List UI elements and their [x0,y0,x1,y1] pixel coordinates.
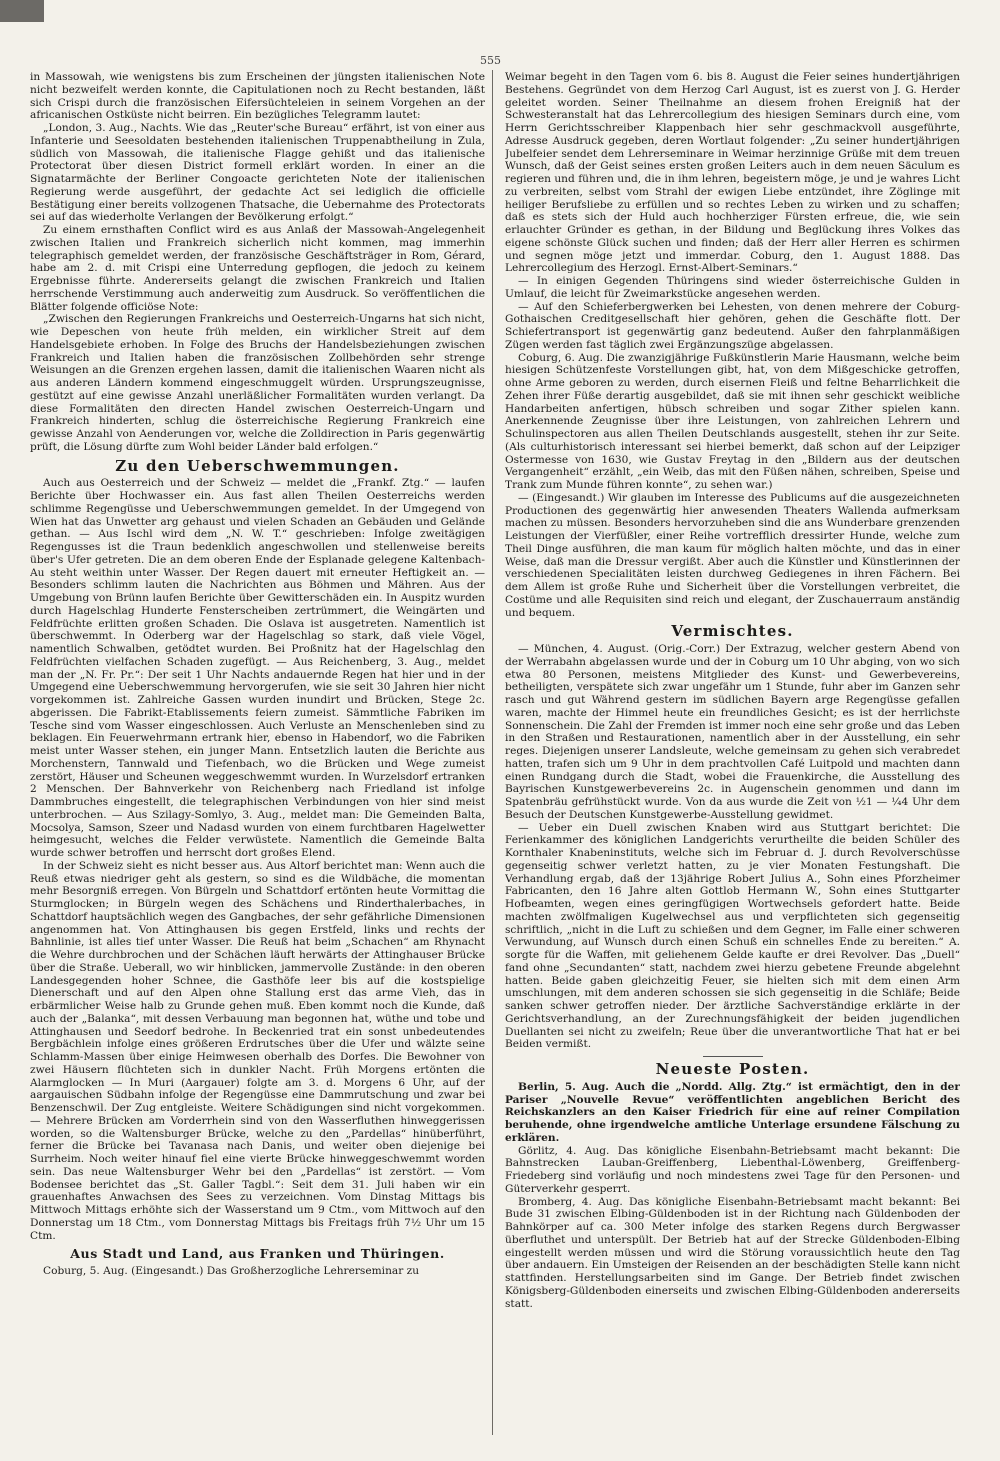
paragraph-weimar: Weimar begeht in den Tagen vom 6. bis 8. August die Feier seines hundertjährigen Bestehens. Gegründet von dem Herzog Carl August, ist es zuerst von J. G. Herder geleitet worden. Seiner Theilnahme an diesem frohen Ereigniß hat der Schwesteranstalt hat das Lehrercollegium des hiesigen Seminars durch eine, vom Herrn Gerichtsschreiber Klappenbach hier sehr geschmackvoll ausgeführte, Adresse Ausdruck gegeben, deren Wortlaut folgender: „Zu seiner hundertjährigen Jubelfeier sendet dem Lehrerseminare in Weimar herzinnige Grüße mit dem treuen Wunsch, daß der Geist seines ersten großen Leiters auch in dem neuen Säculum es regieren und führen und, die in ihm lehren, begeistern möge, je und je wahres Licht zu verbreiten, selbst vom Strahl der ewigen Liebe entzündet, ihre Zöglinge mit heiliger Berufsliebe zu erfüllen und so rechtes Leben zu wirken und zu schaffen; daß es stets sich der Huld auch hochherziger Fürsten erfreue, die, wie sein erlauchter Gründer es gethan, in der Bildung und Beglückung ihres Volkes das eigene schönste Glück suchen und finden; daß der Herr aller Herren es schirmen und segnen möge jetzt und immerdar. Coburg, den 1. August 1888. Das Lehrercollegium des Herzogl. Ernst-Albert-Seminars.“ [505,71,960,275]
heading-latest-news: Neueste Posten. [655,1060,810,1078]
paragraph-massowah: in Massowah, wie wenigstens bis zum Erscheinen der jüngsten italienischen Note nicht bezweifelt werden konnte, die Capitulationen noch zu Recht bestanden, läßt sich Crispi durch die französischen Eifersüchteleien in seinem Vorgehen an der africanischen Ostküste nicht beirren. Ein bezügliches Telegramm lautet: [30,71,485,122]
scan-corner-mark [0,0,44,22]
paragraph-floods-austria: Auch aus Oesterreich und der Schweiz — meldet die „Frankf. Ztg.“ — laufen Berichte über Hochwasser ein. Aus fast allen Theilen Oesterreichs werden schlimme Regengüsse und Ueberschwemmungen gemeldet. In der Umgegend von Wien hat das Unwetter arg gehaust und vielen Schaden an Gebäuden und Gelände gethan. — Aus Ischl wird dem „N. W. T.“ geschrieben: Infolge zweitägigen Regengusses ist die Traun bedenklich angeschwollen und stellenweise bereits über's Ufer getreten. Die an dem oberen Ende der Esplanade gelegene Kaltenbach-Au steht weithin unter Wasser. Der Regen dauert mit erneuter Heftigkeit an. — Besonders schlimm lauten die Nachrichten aus Böhmen und Mähren. Aus der Umgebung von Brünn laufen Berichte über Gewitterschäden ein. In Auspitz wurden durch Hagelschlag Hunderte Fensterscheiben zertrümmert, die Weingärten und Feldfrüchte erlitten großen Schaden. Die Oslava ist ausgetreten. Namentlich ist überschwemmt. In Oderberg war der Hagelschlag so stark, daß viele Vögel, namentlich Schwalben, getödtet wurden. Bei Proßnitz hat der Hagelschlag den Feldfrüchten vielfachen Schaden zugefügt. — Aus Reichenberg, 3. Aug., meldet man der „N. Fr. Pr.“: Der seit 1 Uhr Nachts andauernde Regen hat hier und in der Umgegend eine Ueberschwemmung hervorgerufen, wie sie seit 30 Jahren hier nicht vorgekommen ist. Zahlreiche Gassen wurden inundirt und Brücken, Stege 2c. abgerissen. Die Fabrikt-Etablissements feiern zumeist. Sämmtliche Fabriken im Tesche sind vom Wasser eingeschlossen. Auch Verluste an Menschenleben sind zu beklagen. Ein Feuerwehrmann ertrank hier, ebenso in Habendorf, wo die Fabriken meist unter Wasser stehen, ein junger Mann. Entsetzlich lauten die Berichte aus Morchenstern, Tannwald und Tiefenbach, wo die Brücken und Wege zumeist zerstört, Häuser und Scheunen weggeschwemmt wurden. In Wurzelsdorf ertranken 2 Menschen. Der Bahnverkehr von Reichenberg nach Friedland ist infolge Dammbruches eingestellt, die telegraphischen Verbindungen von hier sind meist unterbrochen. — Aus Szilagy-Somlyo, 3. Aug., meldet man: Die Gemeinden Balta, Mocsolya, Samson, Szeer und Nadasd wurden von einem furchtbaren Hagelwetter heimgesucht, welches die Felder verwüstete. Namentlich die Gemeinde Balta wurde schwer betroffen und herrscht dort großes Elend. [30,477,485,859]
paragraph-floods-switzerland: In der Schweiz sieht es nicht besser aus. Aus Altorf berichtet man: Wenn auch die Reuß etwas niedriger geht als gestern, so sind es die Wildbäche, die momentan mehr Besorgniß erregen. Von Bürgeln und Schattdorf ertönten heute Vormittag die Sturmglocken; in Bürgeln wegen des Schächens und Rinderthalerbaches, in Schattdorf hauptsächlich wegen des Gangbaches, der sehr gefährliche Dimensionen angenommen hat. Von Attinghausen bis gegen Erstfeld, links und rechts der Bahnlinie, ist alles tief unter Wasser. Die Reuß hat beim „Schachen“ am Rhynacht die Wehre durchbrochen und der Schächen läuft herwärts der Attinghauser Brücke über die Straße. Ueberall, wo wir hinblicken, jammervolle Zustände: in den oberen Landesgegenden hoher Schnee, die Gasthöfe leer bis auf die kostspielige Dienerschaft und auf den Alpen ohne Stallung erst das arme Vieh, das in erbärmlicher Weise halb zu Grunde gehen muß. Eben kommt noch die Kunde, daß auch der „Balanka“, mit dessen Verbauung man begonnen hat, wüthe und tobe und Attinghausen und Seedorf bedrohe. In Beckenried trat ein sonst unbedeutendes Bergbächlein infolge eines größeren Erdrutsches über die Ufer und wälzte seine Schlamm-Massen über einige Heimwesen oberhalb des Dorfes. Die Bewohner von zwei Häusern flüchteten sich in dunkler Nacht. Früh Morgens ertönten die Alarmglocken — In Muri (Aargauer) folgte am 3. d. Morgens 6 Uhr, auf der aargauischen Südbahn infolge der Regengüsse eine Dammrutschung und zwar bei Benzenschwil. Der Zug entgleiste. Weitere Schädigungen sind nicht vorgekommen. — Mehrere Brücken am Vorderrhein sind von den Wasserfluthen hinweggerissen worden, so die Waltensburger Brücke, welche zu den „Pardellas“ hinüberführt, ferner die Brücke bei Tavanasa nach Danis, und weiter oben diejenige bei Surrheim. Noch weiter hinauf fiel eine vierte Brücke hinweggeschwemmt worden sein. Das neue Waltensburger Wehr bei den „Pardellas“ ist zerstört. — Vom Bodensee berichtet das „St. Galler Tagbl.“: Seit dem 31. Juli haben wir ein grauenhaftes Anwachsen des Sees zu verzeichnen. Vom Dinstag Mittags bis Mittwoch Mittags erhöhte sich der Wasserstand um 9 Ctm., vom Mittwoch auf den Donnerstag um 18 Ctm., vom Donnerstag Mittags bis Freitags früh 7½ Uhr um 15 Ctm. [30,859,485,1242]
paragraph-conflict: Zu einem ernsthaften Conflict wird es aus Anlaß der Massowah-Angelegenheit zwischen Italien und Frankreich sicherlich nicht kommen, mag immerhin telegraphisch gemeldet werden, der französische Geschäftsträger in Rom, Gérard, habe am 2. d. mit Crispi eine Unterredung gepflogen, die jedoch zu keinem Ergebnisse führte. Andererseits gelangt die zwischen Frankreich und Italien herrschende Verstimmung auch anderweitig zum Ausdruck. So veröffentlichen die Blätter folgende officiöse Note: [30,224,485,313]
page-number: 555 [480,54,501,67]
paragraph-gulden: — In einigen Gegenden Thüringens sind wieder österreichische Gulden in Umlauf, die leicht für Zweimarkstücke angesehen werden. [505,275,960,300]
left-column [30,71,485,1436]
right-column [505,71,960,1436]
heading-local-news: Aus Stadt und Land, aus Franken und Thüringen. [70,1246,445,1262]
section-rule [703,1056,763,1057]
heading-misc: Vermischtes. [671,622,794,641]
paragraph-bromberg: Bromberg, 4. Aug. Das königliche Eisenbahn-Betriebsamt macht bekannt: Bei Bude 31 zwischen Elbing-Güldenboden ist in der Richtung nach Güldenboden der Bahnkörper auf ca. 300 Meter infolge des starken Regens durch Bergwasser überfluthet und unterspült. Der Betrieb hat auf der Strecke Güldenboden-Elbing eingestellt werden müssen und wird die Störung voraussichtlich heute den Tag über andauern. Ein Umsteigen der Reisenden an der beschädigten Stelle kann nicht stattfinden. Herstellungsarbeiten sind im Gange. Der Betrieb findet zwischen Königsberg-Güldenboden einerseits und zwischen Elbing-Güldenboden andererseits statt. [505,1195,960,1310]
paragraph-hausmann: Coburg, 6. Aug. Die zwanzigjährige Fußkünstlerin Marie Hausmann, welche beim hiesigen Schützenfeste Vorstellungen gibt, hat, von dem Mißgeschicke getroffen, ohne Arme geboren zu werden, durch eisernen Fleiß und feltne Beharrlichkeit die Zehen ihrer Füße derartig ausgebildet, daß sie mit ihnen sehr geschickt weibliche Handarbeiten anfertigen, hübsch schreiben und sogar Zither spielen kann. Anerkennende Zeugnisse über ihre Leistungen, von zahlreichen Lehrern und Schulinspectoren aus allen Theilen Deutschlands ausgestellt, stehen ihr zur Seite. (Als culturhistorisch interessant sei hierbei bemerkt, daß schon auf der Leipziger Ostermesse von 1630, wie Gustav Freytag in den „Bildern aus der deutschen Vergangenheit“ erzählt, „ein Weib, das mit den Füßen nähen, schreiben, Speise und Trank zum Munde führen konnte“, zu sehen war.) [505,351,960,491]
paragraph-telegram: „London, 3. Aug., Nachts. Wie das „Reuter'sche Bureau“ erfährt, ist von einer aus Infanterie und Seesoldaten bestehenden italienischen Truppenabtheilung in Zula, südlich von Massowah, die italienische Flagge gehißt und das italienische Protectorat über diesen District formell erklärt worden. In einer an die Signatarmächte der Berliner Congoacte gerichteten Note der italienischen Regierung werde ausgeführt, der gedachte Act sei lediglich die officielle Bestätigung einer bereits vollzogenen Thatsache, die Uebernahme des Protectorats sei auf das wiederholte Verlangen der Bevölkerung erfolgt.“ [30,122,485,224]
column-divider [492,70,493,1435]
paragraph-wallenda: — (Eingesandt.) Wir glauben im Interesse des Publicums auf die ausgezeichneten Productionen des gegenwärtig hier anwesenden Theaters Wallenda aufmerksam machen zu müssen. Besonders hervorzuheben sind die ans Wunderbare grenzenden Leistungen der Vierfüßler, einer Reihe vortrefflich dressirter Hunde, welche zum Theil Dinge ausführen, die man kaum für möglich halten möchte, und das in einer Weise, daß man die Dressur vergißt. Aber auch die Künstler und Künstlerinnen der verschiedenen Specialitäten leisten durchweg Gediegenes in ihren Fächern. Bei dem Allem ist große Ruhe und Sicherheit über die Vorstellungen verbreitet, die Costüme und alle Requisiten sind reich und elegant, der Zuschauerraum anständig und bequem. [505,491,960,619]
paragraph-duel: — Ueber ein Duell zwischen Knaben wird aus Stuttgart berichtet: Die Ferienkammer des königlichen Landgerichts verurtheilte die beiden Schüler des Kornthaler Knabeninstituts, welche sich im Februar d. J. durch Revolverschüsse gegenseitig schwer verletzt hatten, zu je vier Monaten Festungshaft. Die Verhandlung ergab, daß der 13jährige Robert Julius A., Sohn eines Pforzheimer Fabricanten, den 16 Jahre alten Gottlob Hermann W., Sohn eines Stuttgarter Hofbeamten, wegen eines geringfügigen Wortwechsels gefordert hatte. Beide machten zwölfmaligen Kugelwechsel aus und verpflichteten sich gegenseitig schriftlich, „nicht in die Luft zu schießen und dem Gegner, im Falle einer schweren Verwundung, auf Wunsch durch einen Schuß ein schnelles Ende zu bereiten.“ A. sorgte für die Waffen, mit geliehenem Gelde kaufte er drei Revolver. Das „Duell“ fand ohne „Secundanten“ statt, nachdem zwei hierzu gebetene Freunde abgelehnt hatten. Beide gaben gleichzeitig Feuer, sie hielten sich mit dem einen Arm umschlungen, mit dem anderen schossen sie sich gegenseitig in die Schläfe; Beide sanken schwer getroffen nieder. Der ärztliche Sachverständige erklärte in der Gerichtsverhandlung, an der Zurechnungsfähigkeit der beiden jugendlichen Duellanten sei nicht zu zweifeln; Reue über die unverantwortliche That hat er bei Beiden vermißt. [505,821,960,1051]
paragraph-berlin: Berlin, 5. Aug. Auch die „Nordd. Allg. Ztg.“ ist ermächtigt, den in der Pariser „Nouvelle Revue“ veröffentlichten angeblichen Bericht des Reichskanzlers an den Kaiser Friedrich für eine auf reiner Compilation beruhende, ohne irgendwelche amtliche Unterlage ersundene Fälschung zu erklären. [505,1080,960,1144]
paragraph-note: „Zwischen den Regierungen Frankreichs und Oesterreich-Ungarns hat sich nicht, wie Depeschen von heute früh melden, ein wirklicher Streit auf dem Handelsgebiete erhoben. In Folge des Bruchs der Handelsbeziehungen zwischen Frankreich und Italien haben die französischen Zollbehörden sehr strenge Weisungen an die Grenzen ergehen lassen, damit die italienischen Waaren nicht als aus anderen Ländern kommend eingeschmuggelt würden. Ursprungszeugnisse, gestützt auf eine gewisse Anzahl unerläßlicher Formalitäten wurden verlangt. Da diese Formalitäten den directen Handel zwischen Oesterreich-Ungarn und Frankreich hinderten, schlug die österreichische Regierung Frankreich eine gewisse Anzahl von Aenderungen vor, welche die Zolldirection in Paris gegenwärtig prüft, die Lösung dürfte zum Wohl beider Länder bald erfolgen.“ [30,313,485,453]
heading-floods: Zu den Ueberschwemmungen. [115,456,400,475]
paragraph-goerlitz: Görlitz, 4. Aug. Das königliche Eisenbahn-Betriebsamt macht bekannt: Die Bahnstrecken Lauban-Greiffenberg, Liebenthal-Löwenberg, Greiffenberg-Friedeberg sind vorläufig und noch mindestens zwei Tage für den Personen- und Güterverkehr gesperrt. [505,1144,960,1195]
paragraph-coburg-start: Coburg, 5. Aug. (Eingesandt.) Das Großherzogliche Lehrerseminar zu [43,1265,420,1277]
paragraph-munich: — München, 4. August. (Orig.-Corr.) Der Extrazug, welcher gestern Abend von der Werrabahn abgelassen wurde und der in Coburg um 10 Uhr abging, von wo sich etwa 80 Personen, meistens Mitglieder des Kunst- und Gewerbevereins, betheiligten, verspätete sich zwar ungefähr um 1 Stunde, fuhr aber im Ganzen sehr rasch und gut Während gestern im südlichen Bayern arge Regengüsse gefallen waren, machte der Himmel heute ein freundliches Gesicht; es ist der herrlichste Sonnenschein. Die Zahl der Fremden ist immer noch eine sehr große und das Leben in den Straßen und Restaurationen, namentlich aber in der Ausstellung, ein sehr reges. Diejenigen unserer Landsleute, welche gemeinsam zu gehen sich verabredet hatten, trafen sich um 9 Uhr in dem prachtvollen Café Luitpold und machten dann einen Rundgang durch die Stadt, wobei die Frauenkirche, die Ausstellung des Bayrischen Kunstgewerbevereins 2c. in Augenschein genommen und dann im Spatenbräu gefrühstückt wurde. Von da aus wurde die Zeit von ½1 — ¼4 Uhr dem Besuch der Deutschen Kunstgewerbe-Ausstellung gewidmet. [505,643,960,821]
paragraph-schiefer: — Auf den Schieferbergwerken bei Lehesten, von denen mehrere der Coburg-Gothaischen Creditgesellschaft hier gehören, gehen die Geschäfte flott. Der Schiefertransport ist gegenwärtig ganz bedeutend. Außer den fahrplanmäßigen Zügen werden fast täglich zwei Ergänzungszüge abgelassen. [505,300,960,351]
